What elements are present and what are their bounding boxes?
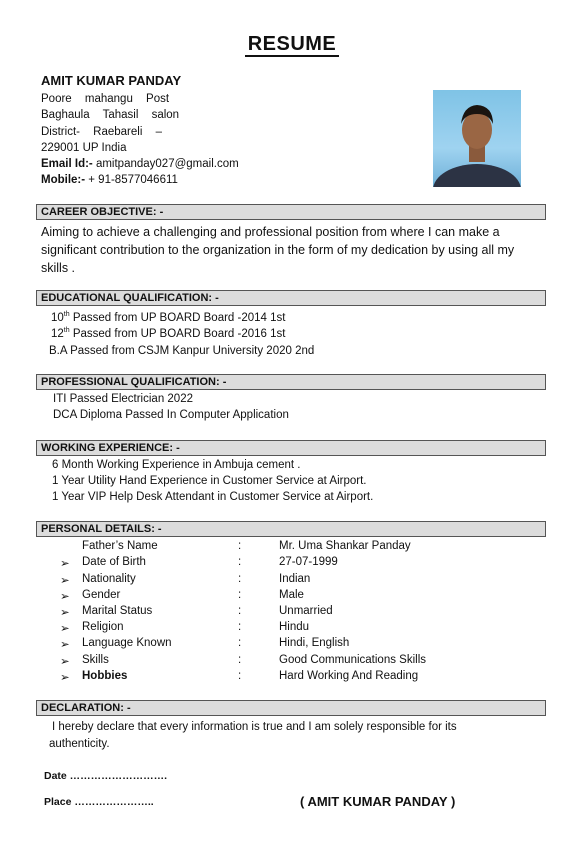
mobile-label: Mobile:- — [41, 174, 86, 187]
arrow-bullet-icon: ➢ — [60, 672, 70, 684]
mobile-value: + 91-8577046611 — [85, 174, 178, 187]
professional-item: DCA Diploma Passed In Computer Application — [53, 409, 289, 421]
profile-photo — [433, 90, 521, 187]
mobile-line — [41, 172, 239, 188]
arrow-bullet-icon: ➢ — [60, 591, 70, 603]
arrow-bullet-icon: ➢ — [60, 656, 70, 668]
email-value: amitpanday027@gmail.com — [92, 158, 239, 171]
personal-row-skills: ➢ Skills : Good Communications Skills — [60, 654, 427, 668]
candidate-name: AMIT KUMAR PANDAY — [41, 73, 182, 88]
declaration-header: DECLARATION: - — [36, 700, 546, 716]
experience-item: 1 Year VIP Help Desk Attendant in Customer Service at Airport. — [52, 491, 374, 503]
personal-details-header: PERSONAL DETAILS: - — [36, 521, 546, 537]
resume-title: RESUME — [0, 33, 584, 56]
professional-header: PROFESSIONAL QUALIFICATION: - — [36, 374, 546, 390]
contact-block — [41, 91, 239, 189]
education-row: B.A Passed from CSJM Kanpur University 2020 2nd — [49, 345, 315, 357]
place-line: Place ………………….. — [44, 796, 154, 808]
address-line: 229001 UP India — [41, 141, 127, 154]
personal-row-hobbies: ➢ Hobbies : Hard Working And Reading — [60, 670, 419, 684]
career-objective-text: Aiming to achieve a challenging and professional position from where I can make a significant contribution to the organization in the form of my dedication by using all my skills . — [41, 225, 515, 275]
education-row: 12th Passed from UP BOARD Board -2016 1st — [51, 327, 286, 340]
experience-item: 6 Month Working Experience in Ambuja cement . — [52, 459, 301, 471]
person-photo-icon — [433, 90, 521, 187]
address-line: District- Raebareli – — [41, 125, 162, 138]
personal-row-father: Father’s Name : Mr. Uma Shankar Panday — [82, 540, 411, 552]
email-label: Email Id:- — [41, 158, 93, 171]
personal-row-language: ➢ Language Known : Hindi, English — [60, 637, 350, 651]
education-row: 10th Passed from UP BOARD Board -2014 1st — [51, 311, 286, 324]
arrow-bullet-icon: ➢ — [60, 575, 70, 587]
arrow-bullet-icon: ➢ — [60, 558, 70, 570]
arrow-bullet-icon: ➢ — [60, 639, 70, 651]
address-line: Poore mahangu Post — [41, 93, 170, 105]
personal-row-religion: ➢ Religion : Hindu — [60, 621, 310, 635]
personal-row-nationality: ➢ Nationality : Indian — [60, 573, 311, 587]
personal-row-dob: ➢ Date of Birth : 27-07-1999 — [60, 556, 338, 570]
email-line — [41, 156, 239, 172]
education-header: EDUCATIONAL QUALIFICATION: - — [36, 290, 546, 306]
arrow-bullet-icon: ➢ — [60, 623, 70, 635]
signature-name: ( AMIT KUMAR PANDAY ) — [300, 794, 456, 809]
professional-item: ITI Passed Electrician 2022 — [53, 393, 193, 405]
career-objective-header: CAREER OBJECTIVE: - — [36, 204, 546, 220]
personal-row-marital: ➢ Marital Status : Unmarried — [60, 605, 333, 619]
personal-row-gender: ➢ Gender : Male — [60, 589, 304, 603]
declaration-text: I hereby declare that every information is true and I am solely responsible for its authenticity. — [49, 721, 457, 750]
address-line: Baghaula Tahasil salon — [41, 109, 180, 122]
arrow-bullet-icon: ➢ — [60, 607, 70, 619]
experience-item: 1 Year Utility Hand Experience in Customer Service at Airport. — [52, 475, 367, 487]
date-line: Date ………………………. — [44, 770, 168, 782]
experience-header: WORKING EXPERIENCE: - — [36, 440, 546, 456]
